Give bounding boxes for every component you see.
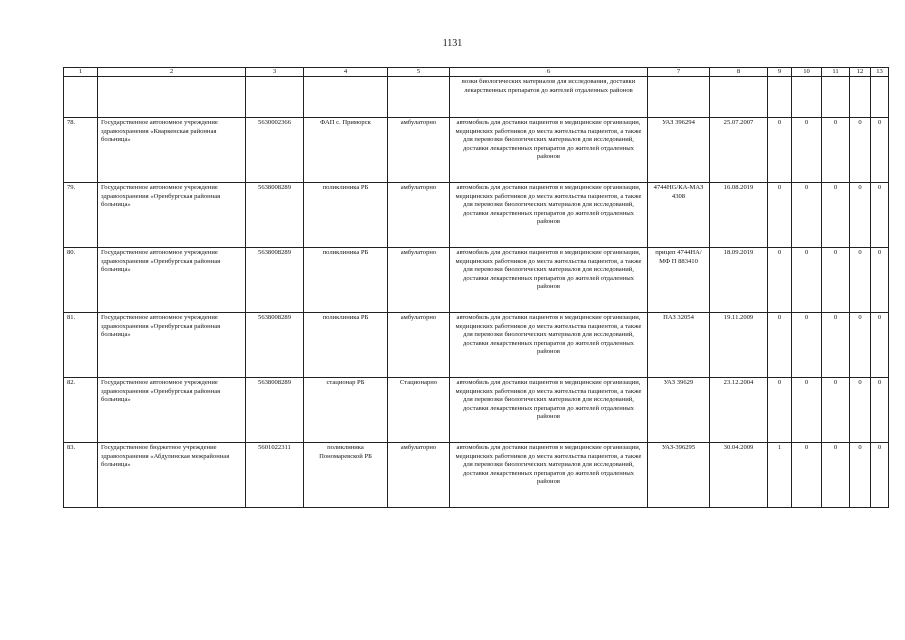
value-cell: 0 xyxy=(822,443,850,508)
value-cell: 0 xyxy=(850,313,871,378)
column-number: 6 xyxy=(450,68,648,77)
unit-cell: поликлиника РБ xyxy=(304,248,388,313)
value-cell: 0 xyxy=(871,118,889,183)
date-cell: 23.12.2004 xyxy=(710,378,768,443)
date-cell: 18.09.2019 xyxy=(710,248,768,313)
continuation-row xyxy=(64,77,889,118)
organization-cell: Государственное автономное учреждение здравоохранения «Оренбургская районная больница» xyxy=(98,313,246,378)
vehicle-model-cell: УАЗ 39629 xyxy=(648,378,710,443)
value-cell: 0 xyxy=(850,443,871,508)
date-cell: 16.08.2019 xyxy=(710,183,768,248)
row-number: 78. xyxy=(64,118,98,183)
organization-cell: Государственное автономное учреждение здравоохранения «Оренбургская районная больница» xyxy=(98,378,246,443)
purpose-cell: возки биологических материалов для исследования, доставки лекарственных препаратов до жителей отдаленных районов xyxy=(450,77,648,118)
date-cell: 25.07.2007 xyxy=(710,118,768,183)
table-row xyxy=(64,118,889,183)
mode-cell: амбулаторно xyxy=(388,313,450,378)
value-cell: 0 xyxy=(871,313,889,378)
value-cell: 0 xyxy=(792,248,822,313)
value-cell: 0 xyxy=(768,313,792,378)
unit-cell: стационар РБ xyxy=(304,378,388,443)
unit-cell: ФАП с. Приморск xyxy=(304,118,388,183)
table-row xyxy=(64,248,889,313)
table-row xyxy=(64,183,889,248)
value-cell: 0 xyxy=(792,443,822,508)
value-cell: 0 xyxy=(871,378,889,443)
purpose-cell: автомобиль для доставки пациентов в медицинские организации, медицинских работников до места жительства пациентов, а также для перевозки биологических материалов для исследований, доставки лекарственных препаратов до жителей отдаленных районов xyxy=(450,118,648,183)
organization-cell: Государственное автономное учреждение здравоохранения «Оренбургская районная больница» xyxy=(98,248,246,313)
table-row xyxy=(64,378,889,443)
column-number: 11 xyxy=(822,68,850,77)
column-number: 7 xyxy=(648,68,710,77)
value-cell: 1 xyxy=(768,443,792,508)
column-number-row xyxy=(64,68,889,77)
value-cell: 0 xyxy=(850,248,871,313)
unit-cell: поликлиника РБ xyxy=(304,313,388,378)
value-cell: 0 xyxy=(850,118,871,183)
column-number: 12 xyxy=(850,68,871,77)
table-row xyxy=(64,443,889,508)
value-cell: 0 xyxy=(792,378,822,443)
page-number: 1131 xyxy=(442,38,463,49)
column-number: 5 xyxy=(388,68,450,77)
value-cell: 0 xyxy=(768,183,792,248)
code-cell: 5638008289 xyxy=(246,313,304,378)
code-cell: 5638008289 xyxy=(246,378,304,443)
value-cell: 0 xyxy=(822,313,850,378)
organization-cell: Государственное автономное учреждение здравоохранения «Оренбургская районная больница» xyxy=(98,183,246,248)
mode-cell: амбулаторно xyxy=(388,118,450,183)
value-cell: 0 xyxy=(792,313,822,378)
purpose-cell: автомобиль для доставки пациентов в медицинские организации, медицинских работников до места жительства пациентов, а также для перевозки биологических материалов для исследований, доставки лекарственных препаратов до жителей отдаленных районов xyxy=(450,183,648,248)
value-cell: 0 xyxy=(871,183,889,248)
mode-cell: амбулаторно xyxy=(388,183,450,248)
row-number: 82. xyxy=(64,378,98,443)
value-cell: 0 xyxy=(822,378,850,443)
value-cell: 0 xyxy=(822,118,850,183)
date-cell: 30.04.2009 xyxy=(710,443,768,508)
column-number: 2 xyxy=(98,68,246,77)
code-cell: 5601022311 xyxy=(246,443,304,508)
column-number: 4 xyxy=(304,68,388,77)
value-cell: 0 xyxy=(792,183,822,248)
row-number: 80. xyxy=(64,248,98,313)
column-number: 8 xyxy=(710,68,768,77)
purpose-cell: автомобиль для доставки пациентов в медицинские организации, медицинских работников до места жительства пациентов, а также для перевозки биологических материалов для исследований, доставки лекарственных препаратов до жителей отдаленных районов xyxy=(450,248,648,313)
purpose-cell: автомобиль для доставки пациентов в медицинские организации, медицинских работников до места жительства пациентов, а также для перевозки биологических материалов для исследований, доставки лекарственных препаратов до жителей отдаленных районов xyxy=(450,443,648,508)
mode-cell: амбулаторно xyxy=(388,443,450,508)
value-cell: 0 xyxy=(822,183,850,248)
column-number: 9 xyxy=(768,68,792,77)
organization-cell: Государственное автономное учреждение здравоохранения «Кваркенская районная больница» xyxy=(98,118,246,183)
value-cell: 0 xyxy=(768,248,792,313)
value-cell: 0 xyxy=(871,248,889,313)
value-cell: 0 xyxy=(792,118,822,183)
value-cell: 0 xyxy=(768,118,792,183)
code-cell: 5638008289 xyxy=(246,248,304,313)
value-cell: 0 xyxy=(822,248,850,313)
vehicle-model-cell: ПАЗ 32054 xyxy=(648,313,710,378)
purpose-cell: автомобиль для доставки пациентов в медицинские организации, медицинских работников до места жительства пациентов, а также для перевозки биологических материалов для исследований, доставки лекарственных препаратов до жителей отдаленных районов xyxy=(450,313,648,378)
vehicle-model-cell: 4744НG/КА-МАЗ 4308 xyxy=(648,183,710,248)
row-number: 81. xyxy=(64,313,98,378)
value-cell: 0 xyxy=(850,183,871,248)
column-number: 3 xyxy=(246,68,304,77)
table-row xyxy=(64,313,889,378)
unit-cell: поликлиника РБ xyxy=(304,183,388,248)
unit-cell: поликлиника Пономаревской РБ xyxy=(304,443,388,508)
organization-cell: Государственное бюджетное учреждение здравоохранения «Абдулинская межрайонная больница» xyxy=(98,443,246,508)
column-number: 1 xyxy=(64,68,98,77)
value-cell: 0 xyxy=(871,443,889,508)
column-number: 10 xyxy=(792,68,822,77)
purpose-cell: автомобиль для доставки пациентов в медицинские организации, медицинских работников до места жительства пациентов, а также для перевозки биологических материалов для исследований, доставки лекарственных препаратов до жителей отдаленных районов xyxy=(450,378,648,443)
mode-cell: Стационарно xyxy=(388,378,450,443)
vehicle-model-cell: прицеп 4744НА/МФ П 883410 xyxy=(648,248,710,313)
code-cell: 5638008289 xyxy=(246,183,304,248)
mode-cell: амбулаторно xyxy=(388,248,450,313)
column-number: 13 xyxy=(871,68,889,77)
row-number: 79. xyxy=(64,183,98,248)
row-number: 83. xyxy=(64,443,98,508)
vehicle-model-cell: УАЗ 396294 xyxy=(648,118,710,183)
date-cell: 19.11.2009 xyxy=(710,313,768,378)
vehicle-model-cell: УАЗ-396295 xyxy=(648,443,710,508)
value-cell: 0 xyxy=(850,378,871,443)
value-cell: 0 xyxy=(768,378,792,443)
registry-table xyxy=(63,67,889,508)
code-cell: 5630002366 xyxy=(246,118,304,183)
